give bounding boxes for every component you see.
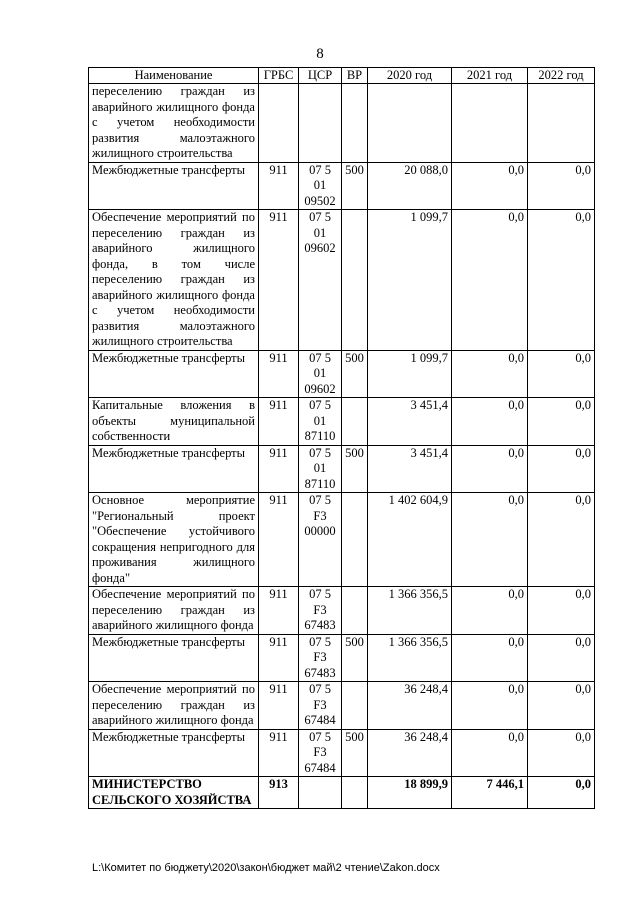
cell-2020 (368, 84, 452, 163)
cell-2021: 0,0 (452, 682, 528, 730)
cell-vr: 500 (342, 162, 368, 210)
table-row (89, 777, 595, 809)
cell-csr: 07 5 F3 00000 (299, 493, 342, 587)
column-header-vr: ВР (342, 68, 368, 84)
cell-2021: 7 446,1 (452, 777, 528, 809)
cell-name: Капитальные вложения в объекты муниципальной собственности (89, 398, 259, 446)
cell-name: Межбюджетные трансферты (89, 634, 259, 682)
cell-grbs: 911 (259, 493, 299, 587)
cell-2022: 0,0 (528, 729, 595, 777)
cell-2020: 1 099,7 (368, 350, 452, 398)
cell-csr: 07 5 F3 67483 (299, 634, 342, 682)
column-header-grbs: ГРБС (259, 68, 299, 84)
cell-2020: 20 088,0 (368, 162, 452, 210)
cell-csr: 07 5 01 09602 (299, 350, 342, 398)
cell-grbs (259, 84, 299, 163)
cell-2021: 0,0 (452, 162, 528, 210)
table-row (89, 162, 595, 210)
table-row (89, 493, 595, 587)
cell-grbs: 911 (259, 350, 299, 398)
cell-grbs: 911 (259, 398, 299, 446)
cell-csr: 07 5 F3 67484 (299, 682, 342, 730)
cell-2021: 0,0 (452, 210, 528, 351)
cell-grbs: 911 (259, 445, 299, 493)
cell-2020: 1 366 356,5 (368, 634, 452, 682)
cell-csr: 07 5 F3 67484 (299, 729, 342, 777)
cell-grbs: 911 (259, 210, 299, 351)
cell-vr (342, 210, 368, 351)
cell-2022: 0,0 (528, 587, 595, 635)
cell-name: МИНИСТЕРСТВО СЕЛЬСКОГО ХОЗЯЙСТВА (89, 777, 259, 809)
table-row (89, 210, 595, 351)
cell-vr: 500 (342, 634, 368, 682)
cell-2020: 1 402 604,9 (368, 493, 452, 587)
cell-grbs: 911 (259, 682, 299, 730)
table-row (89, 350, 595, 398)
cell-vr (342, 398, 368, 446)
column-header-csr: ЦСР (299, 68, 342, 84)
cell-name: Обеспечение мероприятий по переселению граждан из аварийного жилищного фонда (89, 682, 259, 730)
cell-vr (342, 84, 368, 163)
cell-grbs: 913 (259, 777, 299, 809)
table-row (89, 634, 595, 682)
column-header-name: Наименование (89, 68, 259, 84)
cell-2022: 0,0 (528, 162, 595, 210)
table-row (89, 398, 595, 446)
cell-2021: 0,0 (452, 729, 528, 777)
cell-csr (299, 777, 342, 809)
column-header-2022: 2022 год (528, 68, 595, 84)
cell-2022: 0,0 (528, 493, 595, 587)
cell-vr (342, 682, 368, 730)
cell-name: Межбюджетные трансферты (89, 350, 259, 398)
cell-2020: 1 099,7 (368, 210, 452, 351)
cell-csr (299, 84, 342, 163)
column-header-2020: 2020 год (368, 68, 452, 84)
cell-2021: 0,0 (452, 350, 528, 398)
table-header-row (89, 68, 595, 84)
cell-2020: 36 248,4 (368, 729, 452, 777)
cell-2020: 3 451,4 (368, 398, 452, 446)
cell-vr: 500 (342, 445, 368, 493)
cell-csr: 07 5 F3 67483 (299, 587, 342, 635)
cell-2022: 0,0 (528, 682, 595, 730)
cell-2022: 0,0 (528, 210, 595, 351)
cell-2022: 0,0 (528, 350, 595, 398)
table-row (89, 729, 595, 777)
cell-2020: 18 899,9 (368, 777, 452, 809)
cell-2022: 0,0 (528, 634, 595, 682)
cell-2021: 0,0 (452, 634, 528, 682)
budget-table (88, 67, 595, 809)
cell-name: Основное мероприятие "Региональный проект "Обеспечение устойчивого сокращения непригодного для проживания жилищного фонда" (89, 493, 259, 587)
cell-name: Межбюджетные трансферты (89, 729, 259, 777)
cell-name: Обеспечение мероприятий по переселению граждан из аварийного жилищного фонда (89, 587, 259, 635)
cell-grbs: 911 (259, 634, 299, 682)
cell-2020: 3 451,4 (368, 445, 452, 493)
cell-2022: 0,0 (528, 398, 595, 446)
cell-2021 (452, 84, 528, 163)
cell-2020: 1 366 356,5 (368, 587, 452, 635)
cell-vr: 500 (342, 729, 368, 777)
table-row (89, 445, 595, 493)
cell-2020: 36 248,4 (368, 682, 452, 730)
cell-csr: 07 5 01 87110 (299, 445, 342, 493)
cell-grbs: 911 (259, 587, 299, 635)
cell-2021: 0,0 (452, 493, 528, 587)
cell-2021: 0,0 (452, 398, 528, 446)
table-row (89, 587, 595, 635)
cell-grbs: 911 (259, 162, 299, 210)
cell-name: Межбюджетные трансферты (89, 445, 259, 493)
cell-2022 (528, 84, 595, 163)
page-number: 8 (316, 46, 324, 62)
cell-vr (342, 777, 368, 809)
cell-2021: 0,0 (452, 445, 528, 493)
cell-csr: 07 5 01 09502 (299, 162, 342, 210)
file-path-footer: L:\Комитет по бюджету\2020\закон\бюджет май\2 чтение\Zakon.docx (92, 862, 440, 874)
cell-csr: 07 5 01 09602 (299, 210, 342, 351)
table-row (89, 682, 595, 730)
cell-name: Межбюджетные трансферты (89, 162, 259, 210)
cell-grbs: 911 (259, 729, 299, 777)
cell-name: Обеспечение мероприятий по переселению граждан из аварийного жилищного фонда, в том числе переселению граждан из аварийного жилищного фонда с учетом необходимости развития малоэтажного жилищного строительства (89, 210, 259, 351)
cell-vr (342, 493, 368, 587)
cell-vr (342, 587, 368, 635)
cell-2022: 0,0 (528, 445, 595, 493)
column-header-2021: 2021 год (452, 68, 528, 84)
table-row (89, 84, 595, 163)
cell-name: переселению граждан из аварийного жилищного фонда с учетом необходимости развития малоэтажного жилищного строительства (89, 84, 259, 163)
cell-2021: 0,0 (452, 587, 528, 635)
cell-csr: 07 5 01 87110 (299, 398, 342, 446)
table-body (89, 84, 595, 809)
cell-2022: 0,0 (528, 777, 595, 809)
cell-vr: 500 (342, 350, 368, 398)
